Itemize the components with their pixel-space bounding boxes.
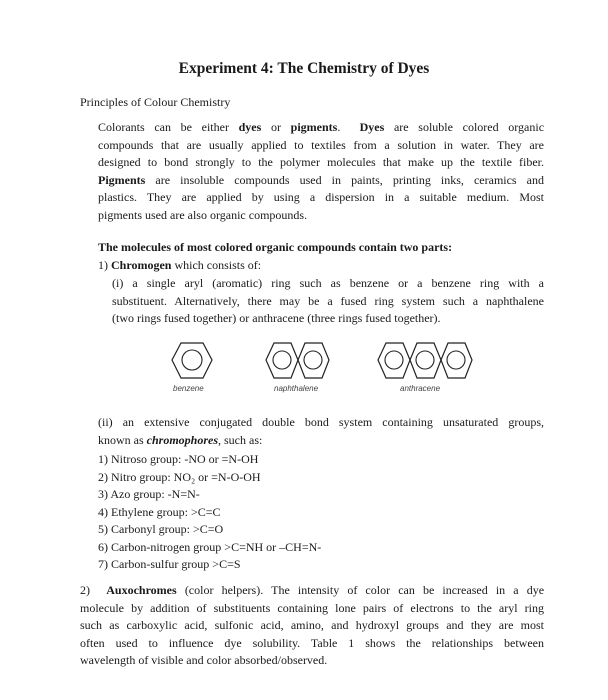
- chromogen-line-3: (two rings fused together) or anthracene (three rings fused together).: [112, 311, 441, 325]
- intro-line-2: compounds that are usually applied to textiles from a solution in water. They are: [98, 137, 544, 152]
- auxochromes-paragraph: [80, 582, 544, 670]
- intro-line-4: Pigments are insoluble compounds used in paints, printing inks, ceramics and: [98, 172, 545, 187]
- intro-paragraph: [98, 119, 544, 224]
- list-item: 1) Nitroso group: -NO or =N-OH: [98, 452, 259, 466]
- conjugated-line-2: known as chromophores, such as:: [98, 432, 263, 447]
- benzene-structure: [170, 340, 214, 382]
- conjugated-line-1: (ii) an extensive conjugated double bond system containing unsaturated groups,: [98, 415, 544, 429]
- auxochromes-line-4: often used to influence dye solubility. Table 1 shows the relationships between: [80, 635, 544, 650]
- chromogen-heading: 1) Chromogen which consists of:: [98, 258, 262, 272]
- list-item: 3) Azo group: -N=N-: [98, 487, 200, 501]
- intro-line-3: designed to bond strongly to the polymer molecules that make up the textile fiber.: [98, 155, 544, 169]
- intro-line-6: pigments used are also organic compounds.: [98, 207, 308, 222]
- list-item: 4) Ethylene group: >C=C: [98, 504, 221, 519]
- auxochromes-line-1: 2) Auxochromes (color helpers). The intensity of color can be increased in a dye: [80, 583, 545, 597]
- chromophore-group-list: [98, 451, 321, 574]
- chromogen-description: [112, 275, 544, 328]
- intro-line-1: Colorants can be either dyes or pigments. Dyes are soluble colored organic: [98, 120, 545, 134]
- anthracene-label: anthracene: [400, 384, 441, 393]
- auxochromes-line-5: wavelength of visible and color absorbed/observed.: [80, 653, 328, 667]
- list-item: 6) Carbon-nitrogen group >C=NH or –CH=N-: [98, 539, 322, 554]
- chromogen-line-2: substituent. Alternatively, there may be a fused ring system such a naphthalene: [112, 293, 544, 308]
- intro-line-5: plastics. They are applied by using a dispersion in a suitable medium. Most: [98, 190, 544, 204]
- parts-heading: The molecules of most colored organic compounds contain two parts:: [98, 240, 453, 254]
- benzene-label: benzene: [173, 384, 204, 393]
- auxochromes-line-2: molecule by addition of substituents containing lone pairs of electrons to the aryl ring: [80, 600, 544, 615]
- conjugated-description: [98, 414, 544, 449]
- list-item: 5) Carbonyl group: >C=O: [98, 522, 224, 536]
- section-heading: Principles of Colour Chemistry: [80, 95, 231, 109]
- page-title: Experiment 4: The Chemistry of Dyes: [178, 60, 430, 77]
- list-item: 2) Nitro group: NO₂ or =N-O-OH: [98, 469, 261, 484]
- naphthalene-label: naphthalene: [274, 384, 319, 393]
- list-item: 7) Carbon-sulfur group >C=S: [98, 557, 241, 571]
- naphthalene-structure: [264, 340, 330, 382]
- chromogen-line-1: (i) a single aryl (aromatic) ring such as benzene or a benzene ring with a: [112, 276, 544, 290]
- auxochromes-line-3: such as carboxylic acid, sulfonic acid, amino, and hydroxyl groups and they are most: [80, 618, 544, 632]
- anthracene-structure: [376, 340, 474, 382]
